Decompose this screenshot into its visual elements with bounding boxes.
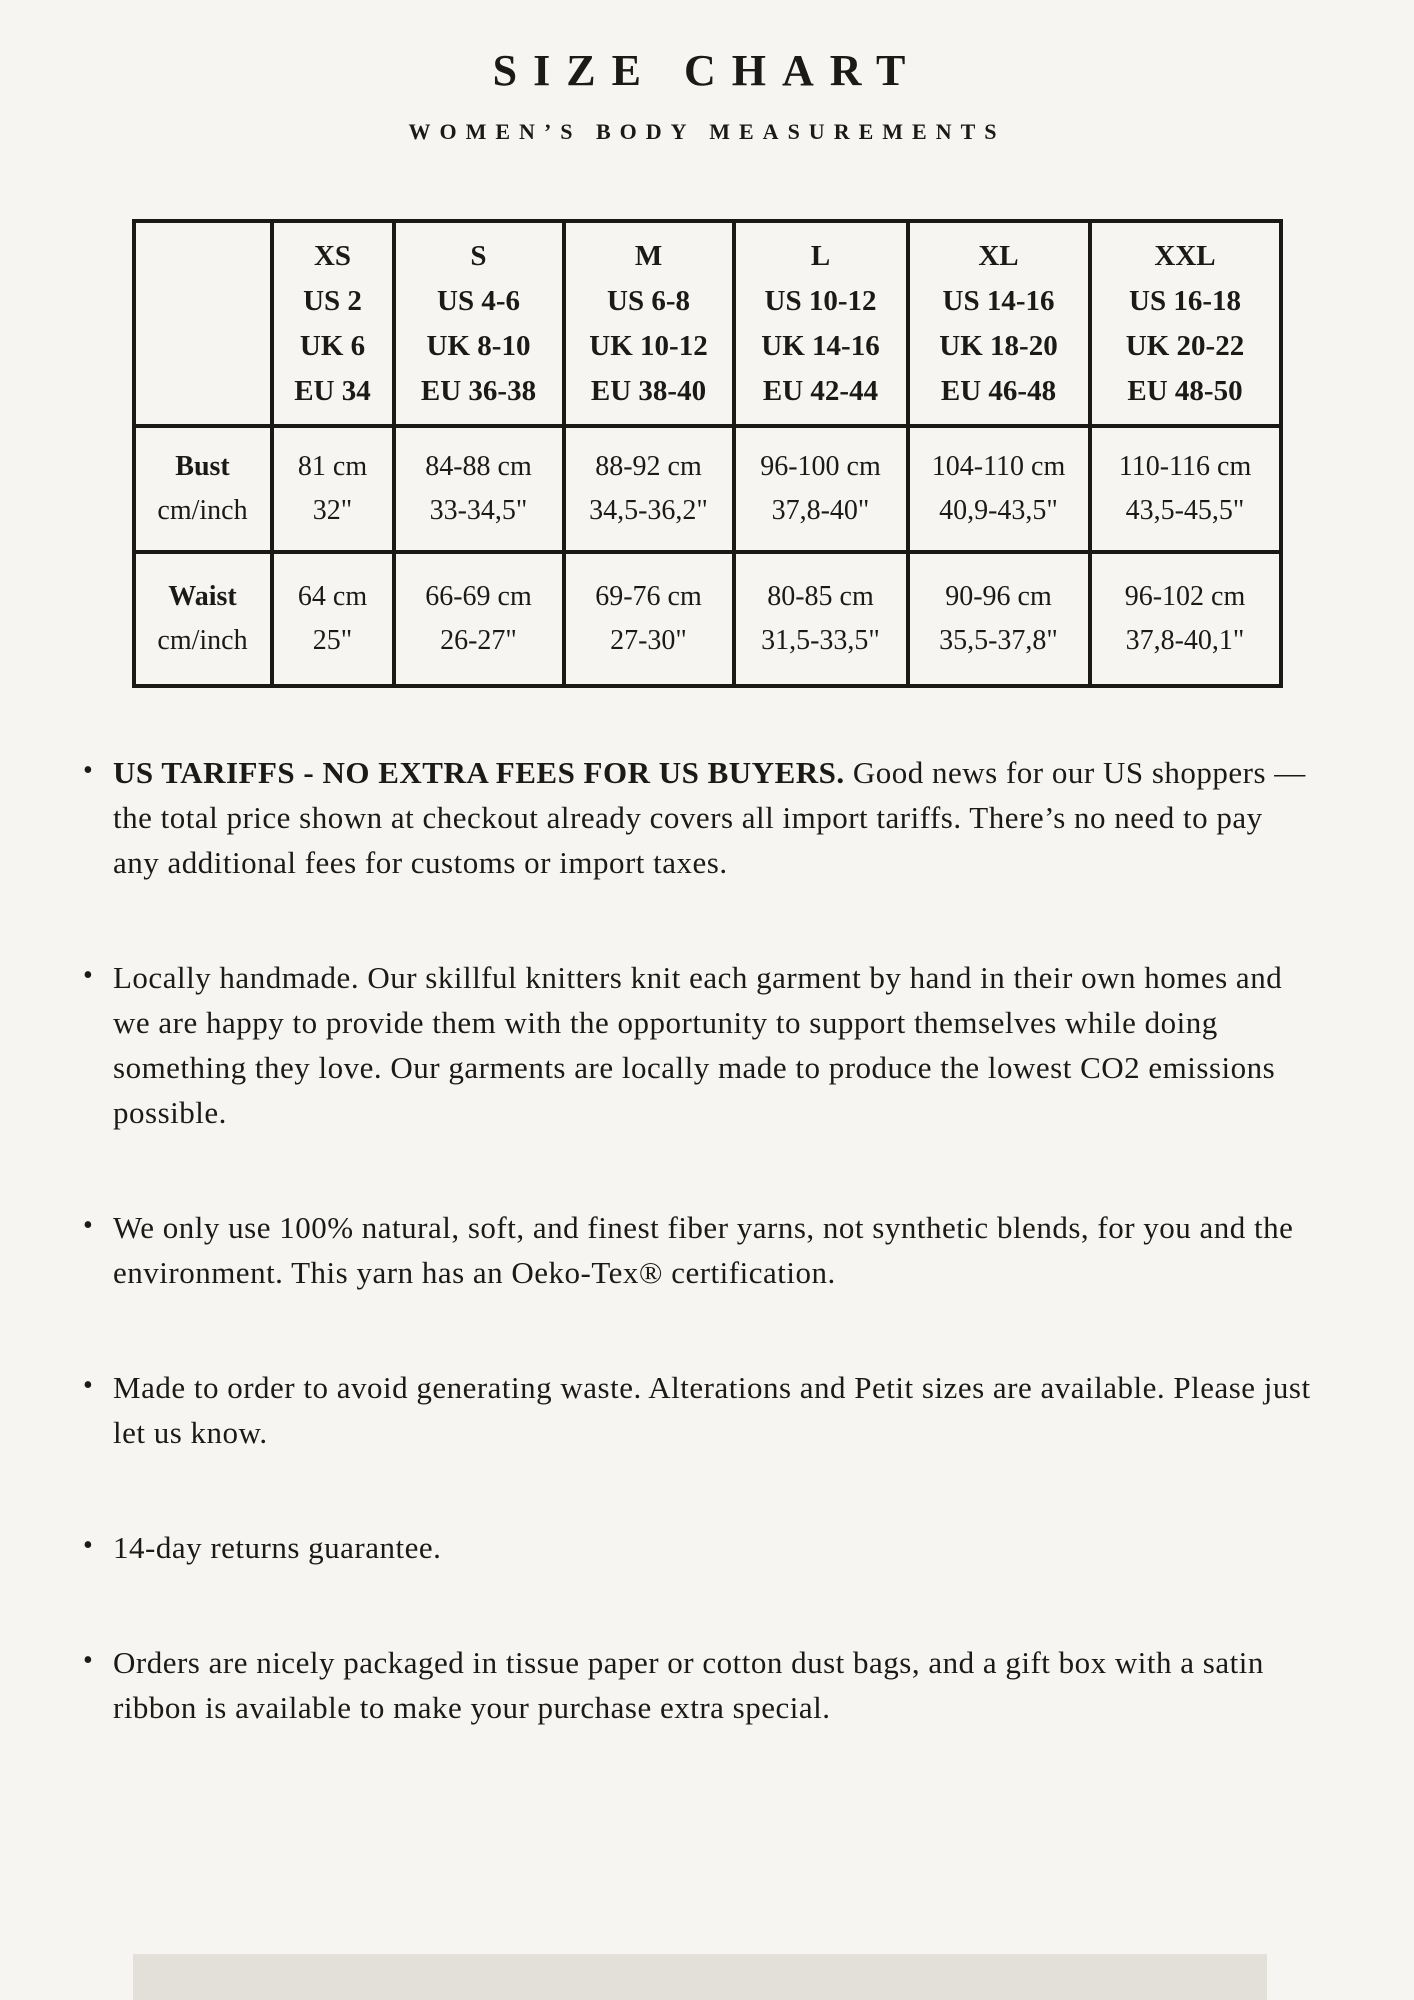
list-item-us-tariffs [83, 750, 1313, 885]
feature-list [83, 750, 1313, 1730]
bust-xl-cell [908, 426, 1090, 552]
size-column-header-xl [908, 221, 1090, 426]
cm-value: 90-96 cm [945, 581, 1052, 613]
waist-xxl-cell [1090, 552, 1281, 686]
bust-m-cell [564, 426, 734, 552]
inch-value: 37,8-40,1" [1125, 625, 1245, 657]
eu-size: EU 42-44 [762, 374, 879, 407]
bullet-icon: • [83, 1530, 94, 1562]
bullet-icon: • [83, 1370, 94, 1402]
cm-value: 110-116 cm [1118, 451, 1252, 483]
size-column-header-xxl [1090, 221, 1281, 426]
eu-size: EU 46-48 [940, 374, 1057, 407]
inch-value: 40,9-43,5" [939, 495, 1058, 527]
eu-size: EU 38-40 [590, 374, 707, 407]
waist-row [134, 552, 1281, 686]
size-label: L [810, 239, 831, 272]
eu-size: EU 48-50 [1127, 374, 1243, 407]
bullet-icon: • [83, 960, 94, 992]
corner-cell [134, 221, 272, 426]
size-label: XXL [1154, 239, 1216, 272]
us-size: US 2 [303, 284, 362, 317]
row-label: Bust [175, 451, 230, 483]
bust-s-cell [394, 426, 564, 552]
uk-size: UK 8-10 [426, 329, 531, 362]
row-label: Waist [168, 581, 237, 613]
size-column-header-xs [272, 221, 394, 426]
inch-value: 35,5-37,8" [939, 625, 1058, 657]
inch-value: 34,5-36,2" [589, 495, 708, 527]
us-size: US 4-6 [437, 284, 520, 317]
cm-value: 104-110 cm [931, 451, 1066, 483]
bullet-bold-text: US TARIFFS - NO EXTRA FEES FOR US BUYERS. [113, 755, 845, 791]
list-item-locally-handmade [83, 955, 1313, 1135]
list-item-returns [83, 1525, 1313, 1570]
inch-value: 25" [312, 625, 353, 657]
cm-value: 69-76 cm [595, 581, 702, 613]
uk-size: UK 10-12 [589, 329, 708, 362]
eu-size: EU 36-38 [420, 374, 537, 407]
bust-row [134, 426, 1281, 552]
inch-value: 33-34,5" [429, 495, 528, 527]
bust-l-cell [734, 426, 908, 552]
row-unit: cm/inch [157, 625, 248, 657]
list-item-made-to-order [83, 1365, 1313, 1455]
cm-value: 81 cm [297, 451, 368, 483]
cm-value: 88-92 cm [595, 451, 702, 483]
size-label: M [634, 239, 663, 272]
size-label: XL [978, 239, 1019, 272]
eu-size: EU 34 [294, 374, 371, 407]
waist-m-cell [564, 552, 734, 686]
bullet-icon: • [83, 1645, 94, 1677]
cm-value: 84-88 cm [425, 451, 532, 483]
cm-value: 64 cm [297, 581, 368, 613]
bullet-text: Good news for our US shoppers — the total price shown at checkout already covers all import tariffs. There’s no need to pay any additional fees for customs or import taxes. [113, 755, 1306, 881]
bullet-text: Locally handmade. Our skillful knitters knit each garment by hand in their own homes and we are happy to provide them with the opportunity to support themselves while doing something they love. Our garments are locally made to produce the lowest CO2 emissions possible. [113, 960, 1283, 1131]
waist-xs-cell [272, 552, 394, 686]
size-column-header-l [734, 221, 908, 426]
next-section-preview [133, 1954, 1267, 2000]
waist-xl-cell [908, 552, 1090, 686]
us-size: US 14-16 [942, 284, 1055, 317]
size-chart-table [132, 219, 1283, 688]
bullet-text: Made to order to avoid generating waste. Alterations and Petit sizes are available. Please just let us know. [113, 1370, 1311, 1451]
uk-size: UK 6 [299, 329, 366, 362]
inch-value: 27-30" [610, 625, 687, 657]
inch-value: 31,5-33,5" [761, 625, 880, 657]
waist-row-label-cell [134, 552, 272, 686]
cm-value: 96-102 cm [1124, 581, 1246, 613]
page-subtitle: WOMEN’S BODY MEASUREMENTS [408, 119, 1006, 145]
size-label: XS [313, 239, 352, 272]
size-header-row [134, 221, 1281, 426]
cm-value: 96-100 cm [760, 451, 881, 483]
size-label: S [470, 239, 487, 272]
bust-xxl-cell [1090, 426, 1281, 552]
waist-l-cell [734, 552, 908, 686]
uk-size: UK 18-20 [939, 329, 1058, 362]
inch-value: 32" [312, 495, 353, 527]
cm-value: 66-69 cm [425, 581, 532, 613]
bullet-icon: • [83, 1210, 94, 1242]
row-unit: cm/inch [157, 495, 248, 527]
cm-value: 80-85 cm [767, 581, 874, 613]
uk-size: UK 20-22 [1125, 329, 1245, 362]
size-column-header-m [564, 221, 734, 426]
list-item-packaging [83, 1640, 1313, 1730]
uk-size: UK 14-16 [761, 329, 880, 362]
us-size: US 10-12 [764, 284, 877, 317]
waist-s-cell [394, 552, 564, 686]
inch-value: 26-27" [440, 625, 517, 657]
inch-value: 37,8-40" [771, 495, 870, 527]
page-title: SIZE CHART [492, 46, 922, 95]
bullet-text: 14-day returns guarantee. [113, 1530, 442, 1566]
bullet-text: Orders are nicely packaged in tissue paper or cotton dust bags, and a gift box with a satin ribbon is available to make your purchase extra special. [113, 1645, 1264, 1726]
inch-value: 43,5-45,5" [1125, 495, 1245, 527]
us-size: US 16-18 [1129, 284, 1241, 317]
bullet-text: We only use 100% natural, soft, and finest fiber yarns, not synthetic blends, for you and the environment. This yarn has an Oeko-Tex® certification. [113, 1210, 1294, 1291]
list-item-natural-yarns [83, 1205, 1313, 1295]
us-size: US 6-8 [607, 284, 690, 317]
size-column-header-s [394, 221, 564, 426]
bust-xs-cell [272, 426, 394, 552]
bullet-icon: • [83, 755, 94, 787]
bust-row-label-cell [134, 426, 272, 552]
